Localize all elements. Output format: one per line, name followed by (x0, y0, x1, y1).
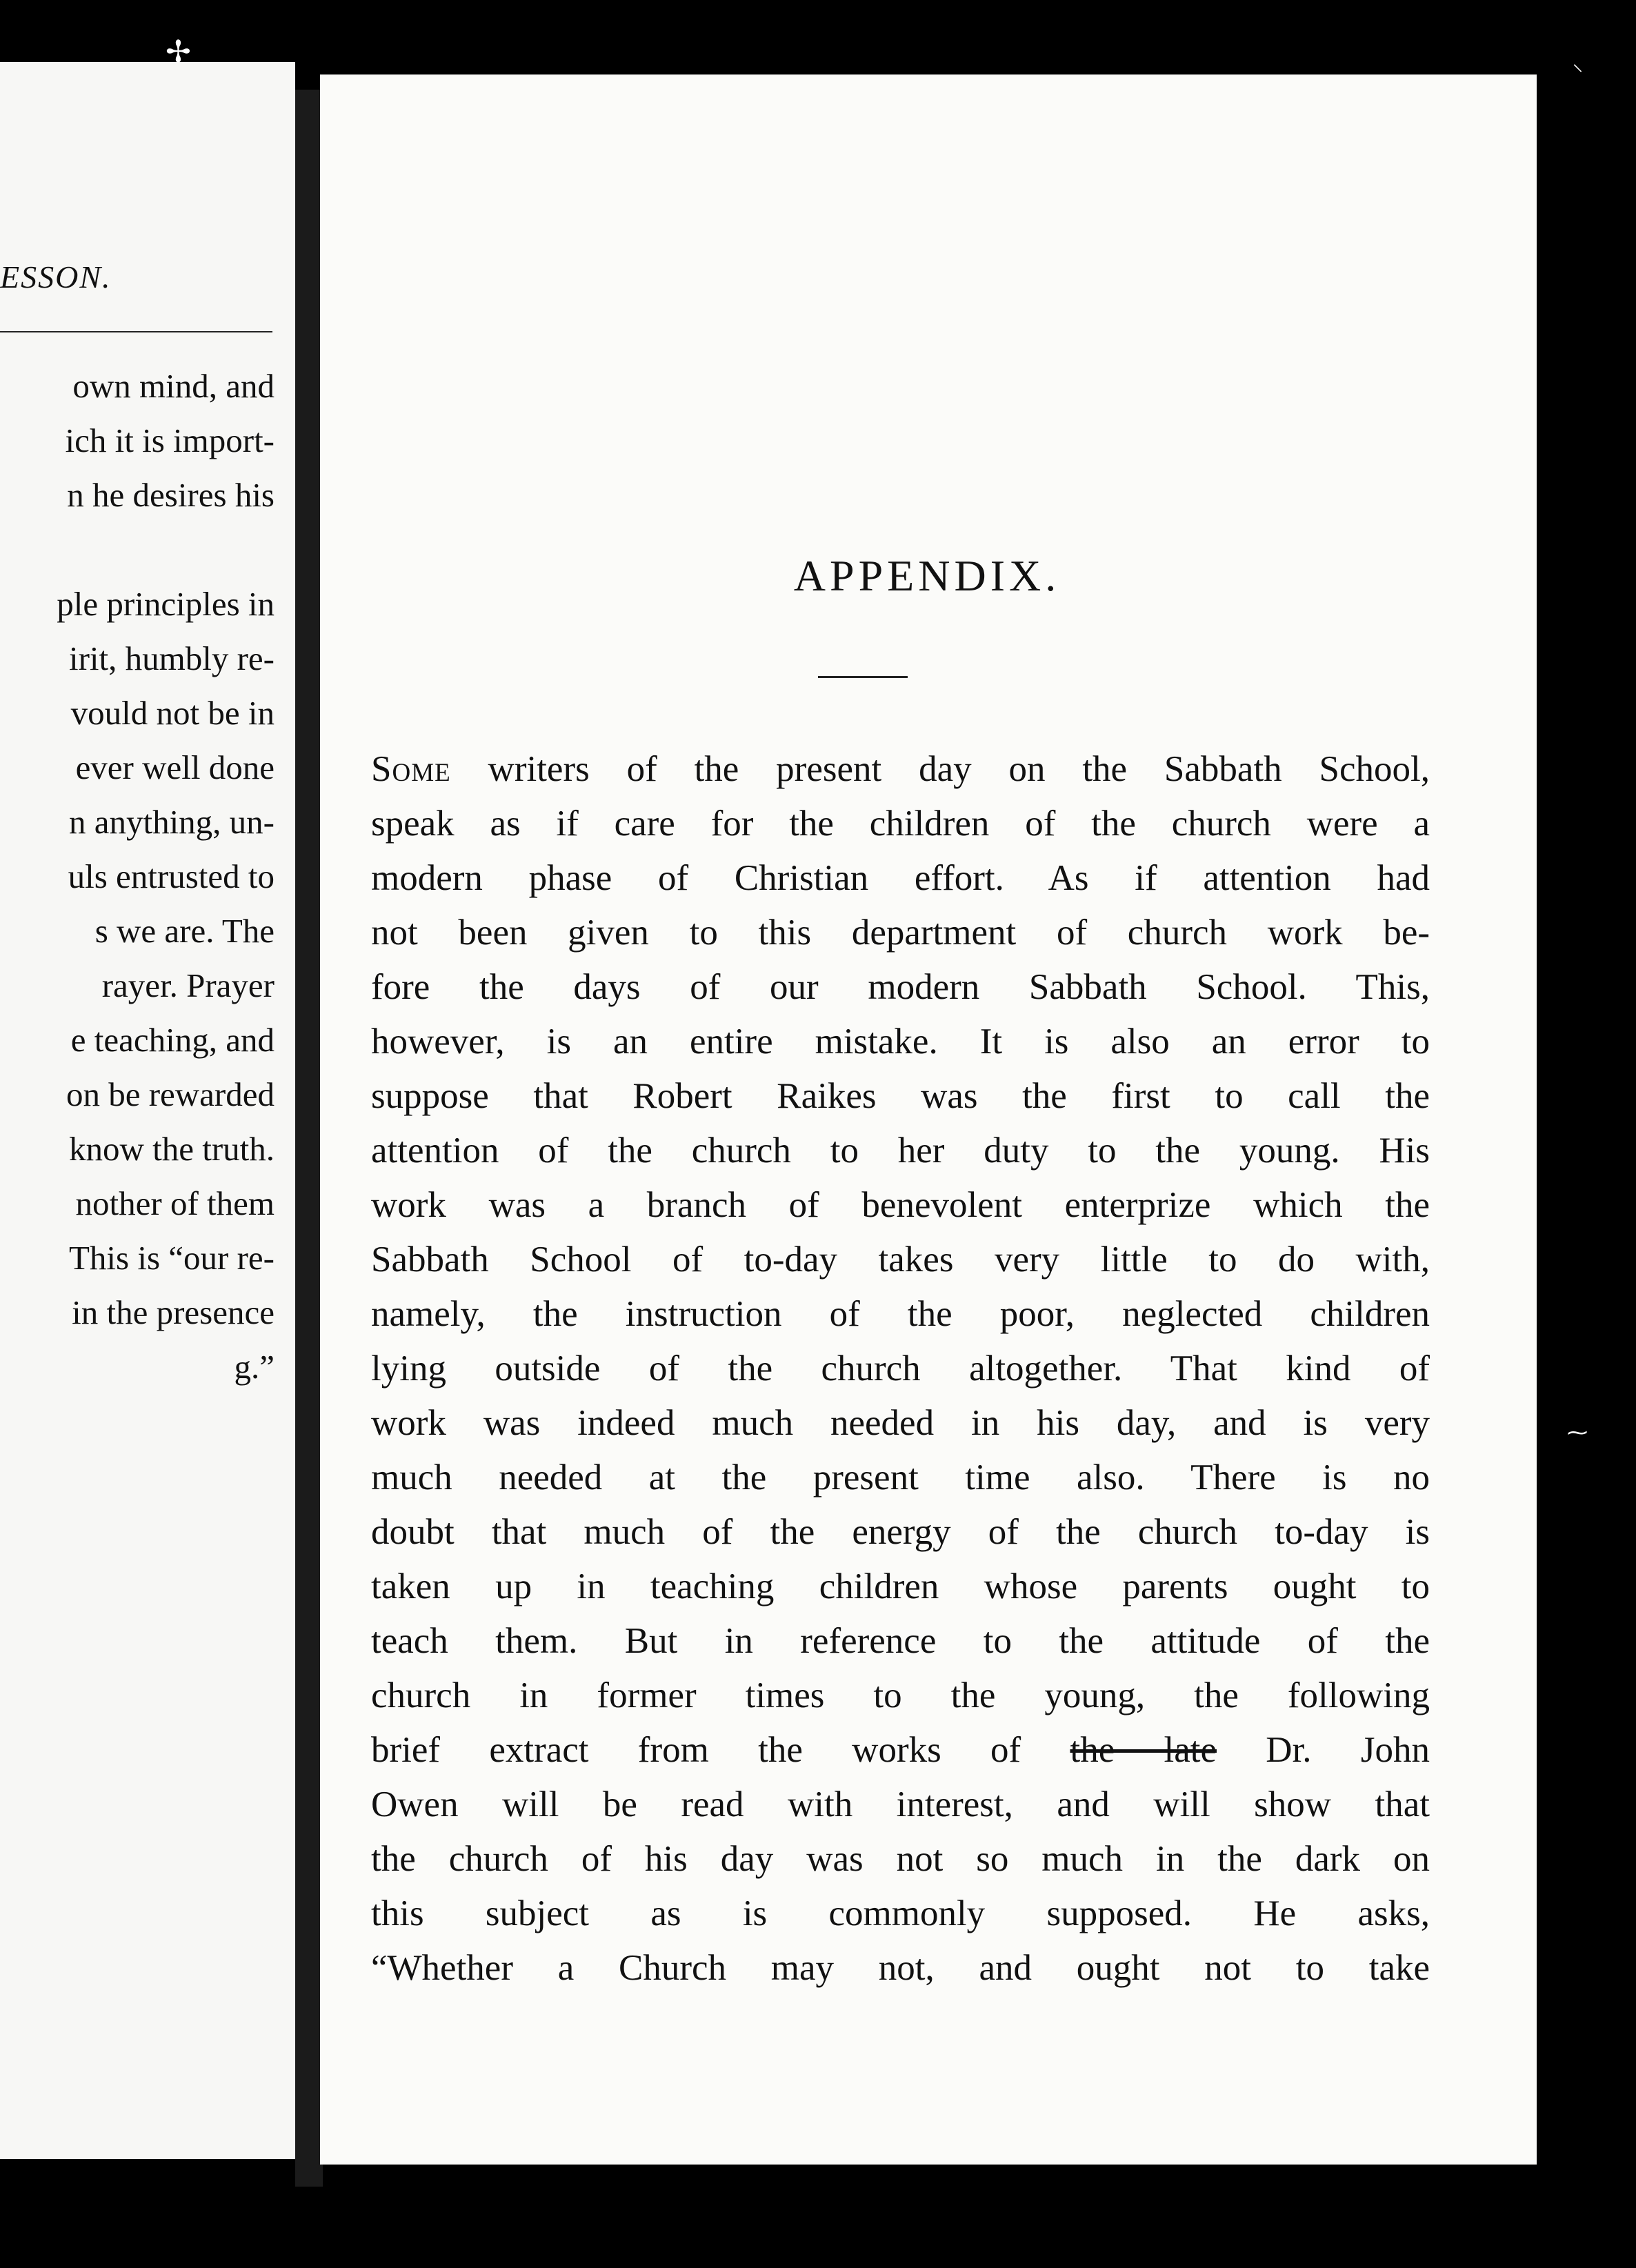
left-text-line: own mind, and (72, 367, 275, 405)
body-line: however, is an entire mistake. It is also an error to (371, 1022, 1430, 1062)
left-text-line: n he desires his (67, 476, 275, 514)
left-text-line (0, 522, 275, 577)
left-text-line: know the truth. (68, 1130, 275, 1168)
left-running-head (0, 259, 276, 300)
struck-out-text: the late (1070, 1730, 1217, 1770)
corner-speck-icon: ✢ (166, 34, 191, 70)
body-line: suppose that Robert Raikes was the first to call the (371, 1076, 1430, 1116)
body-line: much needed at the present time also. There is no (371, 1458, 1430, 1498)
body-line: fore the days of our modern Sabbath School. This, (371, 967, 1430, 1007)
running-head-text: ESSON. (0, 259, 112, 295)
first-line-text: writers of the present day on the Sabbath School, (450, 749, 1430, 789)
body-line: “Whether a Church may not, and ought not to take (371, 1948, 1430, 1988)
book-spine (295, 90, 323, 2187)
left-text-line: irit, humbly re- (68, 639, 275, 677)
body-line-first (371, 742, 1430, 797)
body-line: church in former times to the young, the following (371, 1675, 1430, 1715)
body-line: attention of the church to her duty to the young. His (371, 1131, 1430, 1171)
left-text-line: e teaching, and (70, 1021, 275, 1059)
body-line: Sabbath School of to-day takes very little to do with, (371, 1240, 1430, 1280)
margin-speck-icon: ⁓ (1567, 1421, 1588, 1445)
left-text-line: g.” (234, 1348, 275, 1386)
title-rule (818, 676, 908, 678)
left-text-line: uls entrusted to (68, 857, 275, 895)
left-text-line: on be rewarded (66, 1075, 275, 1113)
left-text-line: in the presence (72, 1293, 275, 1331)
corner-speck-icon: ⸜ (1573, 52, 1583, 76)
left-page (0, 62, 295, 2159)
left-text-line: ple principles in (57, 585, 275, 623)
body-line: speak as if care for the children of the church were a (371, 804, 1430, 844)
body-line: taken up in teaching children whose parents ought to (371, 1566, 1430, 1606)
left-text-line: nother of them (75, 1184, 275, 1222)
page-title: APPENDIX. (793, 551, 1061, 600)
body-line: modern phase of Christian effort. As if attention had (371, 858, 1430, 898)
body-text (371, 742, 1430, 1996)
body-line: doubt that much of the energy of the church to-day is (371, 1512, 1430, 1552)
left-text-line: rayer. Prayer (101, 966, 275, 1004)
line-segment: brief extract from the works of (371, 1730, 1070, 1770)
body-line: work was a branch of benevolent enterprize which the (371, 1185, 1430, 1225)
body-line: Owen will be read with interest, and will show that (371, 1784, 1430, 1824)
body-line: work was indeed much needed in his day, and is very (371, 1403, 1430, 1443)
body-line: this subject as is commonly supposed. He asks, (371, 1893, 1430, 1933)
right-page (320, 74, 1537, 2165)
left-text-line: s we are. The (94, 912, 275, 950)
body-line: namely, the instruction of the poor, neglected children (371, 1294, 1430, 1334)
left-page-text (0, 359, 275, 1394)
drop-word: Some (371, 749, 451, 789)
body-line-with-strike (371, 1723, 1430, 1778)
left-text-line: vould not be in (70, 694, 275, 732)
body-line: not been given to this department of church work be- (371, 913, 1430, 953)
left-text-line: ich it is import- (65, 421, 275, 459)
body-line: the church of his day was not so much in the dark on (371, 1839, 1430, 1879)
body-line: lying outside of the church altogether. That kind of (371, 1349, 1430, 1389)
header-rule (0, 331, 272, 332)
body-line: teach them. But in reference to the attitude of the (371, 1621, 1430, 1661)
left-text-line: ever well done (75, 748, 275, 786)
left-text-line: n anything, un- (68, 803, 275, 841)
line-segment: Dr. John (1217, 1730, 1430, 1770)
left-text-line: This is “our re- (69, 1239, 275, 1277)
